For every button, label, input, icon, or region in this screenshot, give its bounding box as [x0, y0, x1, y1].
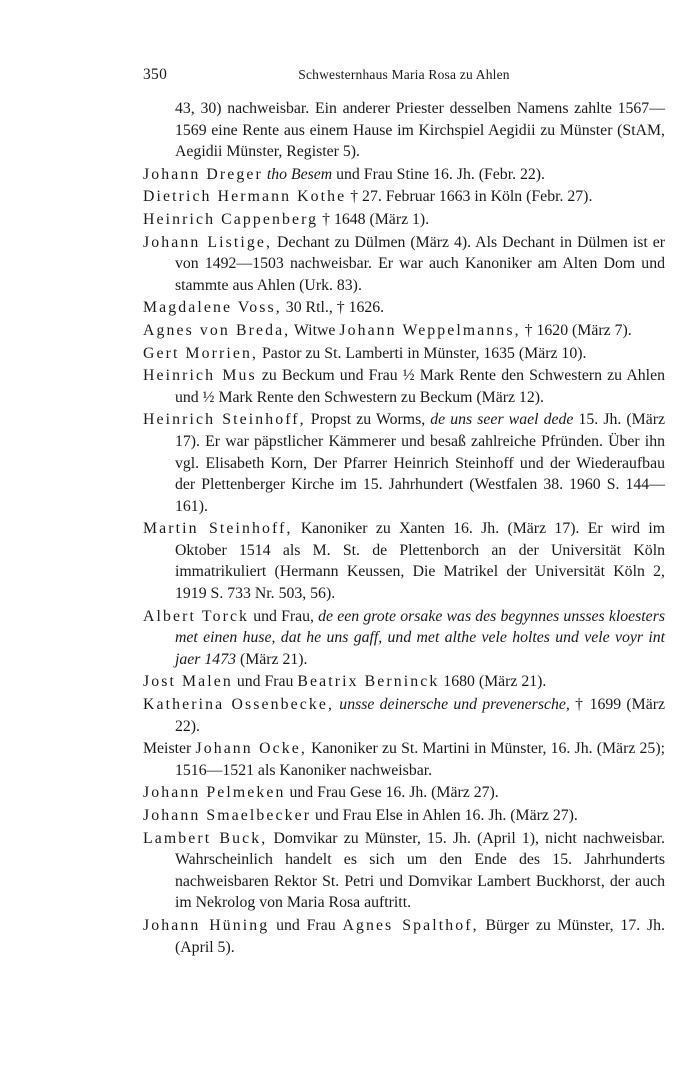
- person-name: Lambert Buck,: [143, 829, 268, 847]
- page-number: 350: [143, 66, 168, 83]
- person-name: Johann Hüning: [143, 916, 270, 934]
- necrology-entry: [143, 164, 665, 186]
- entry-text: Propst zu Worms,: [305, 411, 431, 429]
- person-name: Albert Torck: [143, 607, 250, 625]
- entry-text: Dechant zu Dülmen (März 4). Als Dechant in Dülmen ist er von 1492—1503 nachweisbar. Er war auch Kanoniker am Alten Dom und stammte aus Ahlen (Urk. 83).: [175, 233, 665, 294]
- page-header: [143, 66, 665, 86]
- necrology-entry: [143, 343, 665, 365]
- person-name: Johann Smaelbecker: [143, 807, 312, 824]
- necrology-entry: [143, 320, 665, 342]
- quoted-source-text: de uns seer wael dede: [430, 411, 574, 429]
- necrology-entry: [143, 297, 665, 319]
- necrology-entry: [143, 209, 665, 231]
- entry-text: † 1699 (März 22).: [175, 696, 666, 735]
- person-name: Johann Listige,: [143, 233, 273, 251]
- person-name: Jost Malen: [143, 673, 233, 691]
- necrology-entry: [143, 782, 665, 804]
- entry-text: 43, 30) nachweisbar. Ein anderer Priester desselben Namens zahlte 1567—1569 eine Rente aus einem Hause im Kirchspiel Aegidii zu Münster (StAM, Aegidii Münster, Register 5).: [175, 100, 665, 161]
- necrology-entry: [143, 915, 665, 958]
- entry-text: (März 21).: [236, 650, 308, 668]
- person-name: Johann Pelmeken: [143, 784, 286, 802]
- entry-text: † 27. Februar 1663 in Köln (Febr. 27).: [346, 188, 593, 206]
- quoted-source-text: tho Besem: [266, 165, 333, 183]
- entry-text: Meister: [143, 740, 196, 758]
- necrology-entry: [143, 606, 665, 671]
- quoted-source-text: unsse deinersche und prevenersche,: [339, 696, 570, 714]
- entry-text: und Frau Stine 16. Jh. (Febr. 22).: [332, 165, 545, 183]
- entry-text: † 1620 (März 7).: [520, 321, 632, 339]
- necrology-entry: [143, 186, 665, 208]
- entry-text: zu Beckum und Frau ½ Mark Rente den Schwestern zu Ahlen und ½ Mark Rente den Schwestern zu Beckum (März 12).: [175, 367, 665, 406]
- person-name: Agnes Spalthof,: [342, 916, 479, 934]
- person-name: Gert Morrien,: [143, 344, 259, 362]
- entry-text: Pastor zu St. Lamberti in Münster, 1635 (März 10).: [258, 344, 587, 362]
- person-name: Dietrich Hermann Kothe: [143, 188, 347, 206]
- continued-paragraph: [143, 98, 665, 163]
- entry-text: und Frau: [269, 916, 343, 934]
- necrology-entry: [143, 828, 665, 914]
- entry-text: 15. Jh. (März 17). Er war päpstlicher Kämmerer und besaß zahlreiche Pfründen. Über ihn vgl. Elisabeth Korn, Der Pfarrer Heinrich Steinhoff und der Wiederaufbau der Plettenberger Kirche im 15. Jahrhundert (Westfalen 38. 1960 S. 144—161).: [175, 411, 666, 515]
- entry-text: und Frau Else in Ahlen 16. Jh. (März 27).: [311, 807, 578, 824]
- document-body: [143, 98, 665, 959]
- entry-text: Domvikar zu Münster, 15. Jh. (April 1), nicht nachweisbar. Wahrscheinlich handelt es sich um den Ende des 15. Jahrhunderts nachweisbaren Rektor St. Petri und Domvikar Lambert Buckhorst, der auch im Nekrolog von Maria Rosa auftritt.: [175, 829, 665, 912]
- entry-text: Witwe: [290, 321, 340, 339]
- person-name: Martin Steinhoff,: [143, 520, 293, 538]
- entry-text: und Frau Gese 16. Jh. (März 27).: [285, 784, 499, 802]
- necrology-entry: [143, 518, 665, 604]
- necrology-entry: [143, 409, 665, 517]
- necrology-entry: [143, 738, 665, 781]
- entry-text: † 1648 (März 1).: [318, 210, 430, 228]
- person-name: Magdalene Voss,: [143, 299, 282, 317]
- person-name: Johann Ocke,: [195, 740, 307, 758]
- necrology-entry: [143, 694, 665, 737]
- quoted-source-text: de een grote orsake was des begynnes unsses kloesters met einen huse, dat he uns gaff, und met althe vele holtes und vele voyr int jaer 1473: [175, 607, 665, 668]
- entry-text: 30 Rtl., † 1626.: [281, 299, 385, 317]
- necrology-entry: [143, 671, 665, 693]
- entry-text: 1680 (März 21).: [439, 673, 547, 691]
- necrology-entry: [143, 232, 665, 297]
- necrology-entry: [143, 805, 665, 827]
- person-name: Agnes von Breda,: [143, 321, 291, 339]
- person-name: Heinrich Cappenberg: [143, 210, 319, 228]
- entry-text: und Frau,: [249, 607, 319, 625]
- person-name: Heinrich Mus: [143, 367, 257, 385]
- person-name: Johann Dreger: [143, 165, 263, 183]
- entry-text: Bürger zu Münster, 17. Jh. (April 5).: [175, 916, 665, 956]
- person-name: Johann Weppelmanns,: [339, 321, 521, 339]
- necrology-entry: [143, 365, 665, 408]
- entry-text: und Frau: [232, 673, 298, 691]
- person-name: Heinrich Steinhoff,: [143, 411, 306, 429]
- person-name: Katherina Ossenbecke,: [143, 696, 335, 714]
- entry-text: Kanoniker zu Xanten 16. Jh. (März 17). Er wird im Oktober 1514 als M. St. de Plettenborch an der Universität Köln immatrikuliert (Hermann Keussen, Die Matrikel der Universität Köln 2, 1919 S. 733 Nr. 503, 56).: [175, 520, 665, 603]
- person-name: Beatrix Berninck: [297, 673, 440, 691]
- entry-text: Kanoniker zu St. Martini in Münster, 16. Jh. (März 25); 1516—1521 als Kanoniker nachweisbar.: [175, 740, 665, 779]
- running-title: Schwesternhaus Maria Rosa zu Ahlen: [298, 67, 510, 82]
